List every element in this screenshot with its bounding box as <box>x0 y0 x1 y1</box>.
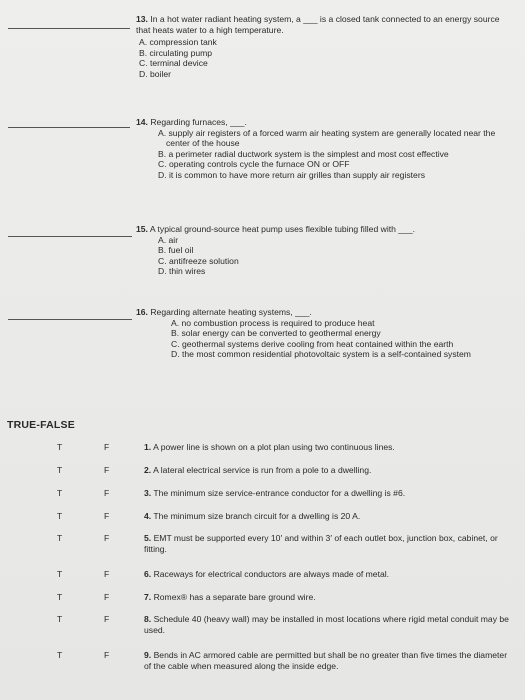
question-13-stem <box>136 14 501 35</box>
tf-9-number: 9. <box>144 650 152 660</box>
tf-4-statement <box>144 511 514 522</box>
tf-6-statement <box>144 569 514 580</box>
question-16-number: 16. <box>136 307 148 317</box>
question-16-stem <box>136 307 498 318</box>
tf-5-false-choice[interactable]: F <box>104 533 110 543</box>
tf-7-true-choice[interactable]: T <box>57 592 63 602</box>
tf-1-false-choice[interactable]: F <box>104 442 110 452</box>
tf-1-text: A power line is shown on a plot plan using two continuous lines. <box>153 442 395 452</box>
question-15-text: A typical ground-source heat pump uses flexible tubing filled with ___. <box>149 224 416 234</box>
option-15-a: A. air <box>158 234 179 245</box>
question-15-number: 15. <box>136 224 148 234</box>
tf-3-number: 3. <box>144 488 152 498</box>
tf-6-false-choice[interactable]: F <box>104 569 110 579</box>
question-13 <box>136 14 501 80</box>
question-14 <box>136 117 496 181</box>
question-16-text: Regarding alternate heating systems, ___. <box>150 307 312 317</box>
option-16-c: C. geothermal systems derive cooling from heat contained within the earth <box>171 338 454 349</box>
answer-blank-16[interactable] <box>8 319 132 320</box>
tf-3-true-choice[interactable]: T <box>57 488 63 498</box>
question-13-number: 13. <box>136 14 148 24</box>
tf-4-number: 4. <box>144 511 152 521</box>
tf-9-true-choice[interactable]: T <box>57 650 63 660</box>
tf-4-false-choice[interactable]: F <box>104 511 110 521</box>
question-14-number: 14. <box>136 117 148 127</box>
tf-9-statement <box>144 650 514 671</box>
question-16 <box>136 307 498 360</box>
true-false-heading: TRUE-FALSE <box>7 419 75 431</box>
tf-8-true-choice[interactable]: T <box>57 614 63 624</box>
answer-blank-14[interactable] <box>8 127 130 128</box>
tf-8-text: Schedule 40 (heavy wall) may be installed in most locations where rigid metal conduit may be used. <box>144 614 509 635</box>
tf-9-false-choice[interactable]: F <box>104 650 110 660</box>
option-13-d: D. boiler <box>139 68 171 79</box>
answer-blank-13[interactable] <box>8 28 130 29</box>
option-15-b: B. fuel oil <box>158 245 194 256</box>
tf-3-text: The minimum size service-entrance conductor for a dwelling is #6. <box>153 488 406 498</box>
tf-3-false-choice[interactable]: F <box>104 488 110 498</box>
tf-5-number: 5. <box>144 533 152 543</box>
tf-5-statement <box>144 533 514 554</box>
tf-8-number: 8. <box>144 614 152 624</box>
question-15-stem <box>136 224 496 235</box>
option-14-a: A. supply air registers of a forced warm air heating system are generally located near the center of the house <box>158 127 496 149</box>
tf-8-statement <box>144 614 514 635</box>
tf-4-text: The minimum size branch circuit for a dwelling is 20 A. <box>153 511 361 521</box>
tf-3-statement <box>144 488 514 499</box>
option-14-d: D. it is common to have more return air grilles than supply air registers <box>158 169 425 180</box>
tf-7-number: 7. <box>144 592 152 602</box>
tf-1-true-choice[interactable]: T <box>57 442 63 452</box>
tf-1-statement <box>144 442 514 453</box>
option-15-c: C. antifreeze solution <box>158 255 239 266</box>
tf-5-text: EMT must be supported every 10′ and within 3′ of each outlet box, junction box, cabinet, or fitting. <box>144 533 498 554</box>
option-16-a: A. no combustion process is required to produce heat <box>171 317 375 328</box>
tf-6-number: 6. <box>144 569 152 579</box>
option-13-a: A. compression tank <box>139 37 217 48</box>
question-15 <box>136 224 496 277</box>
tf-8-false-choice[interactable]: F <box>104 614 110 624</box>
tf-2-false-choice[interactable]: F <box>104 465 110 475</box>
tf-1-number: 1. <box>144 442 152 452</box>
tf-2-statement <box>144 465 514 476</box>
answer-blank-15[interactable] <box>8 236 132 237</box>
tf-2-text: A lateral electrical service is run from a pole to a dwelling. <box>153 465 372 475</box>
tf-6-true-choice[interactable]: T <box>57 569 63 579</box>
question-13-text: In a hot water radiant heating system, a ___ is a closed tank connected to an energy source that heats water to a high temperature. <box>136 14 500 35</box>
option-13-b: B. circulating pump <box>139 47 213 58</box>
tf-9-text: Bends in AC armored cable are permitted but shall be no greater than five times the diameter of the cable when measured along the inside edge. <box>144 650 508 671</box>
option-13-c: C. terminal device <box>139 58 208 69</box>
option-14-c: C. operating controls cycle the furnace ON or OFF <box>158 159 350 170</box>
tf-4-true-choice[interactable]: T <box>57 511 63 521</box>
tf-6-text: Raceways for electrical conductors are always made of metal. <box>153 569 390 579</box>
question-14-text: Regarding furnaces, ___. <box>150 117 247 127</box>
option-16-d: D. the most common residential photovoltaic system is a self-contained system <box>171 349 471 360</box>
tf-7-false-choice[interactable]: F <box>104 592 110 602</box>
option-15-d: D. thin wires <box>158 266 206 277</box>
option-16-b: B. solar energy can be converted to geothermal energy <box>171 328 381 339</box>
option-14-b: B. a perimeter radial ductwork system is the simplest and most cost effective <box>158 148 449 159</box>
tf-2-true-choice[interactable]: T <box>57 465 63 475</box>
tf-5-true-choice[interactable]: T <box>57 533 63 543</box>
question-14-stem <box>136 117 496 128</box>
tf-7-text: Romex® has a separate bare ground wire. <box>153 592 316 602</box>
tf-7-statement <box>144 592 514 603</box>
tf-2-number: 2. <box>144 465 152 475</box>
